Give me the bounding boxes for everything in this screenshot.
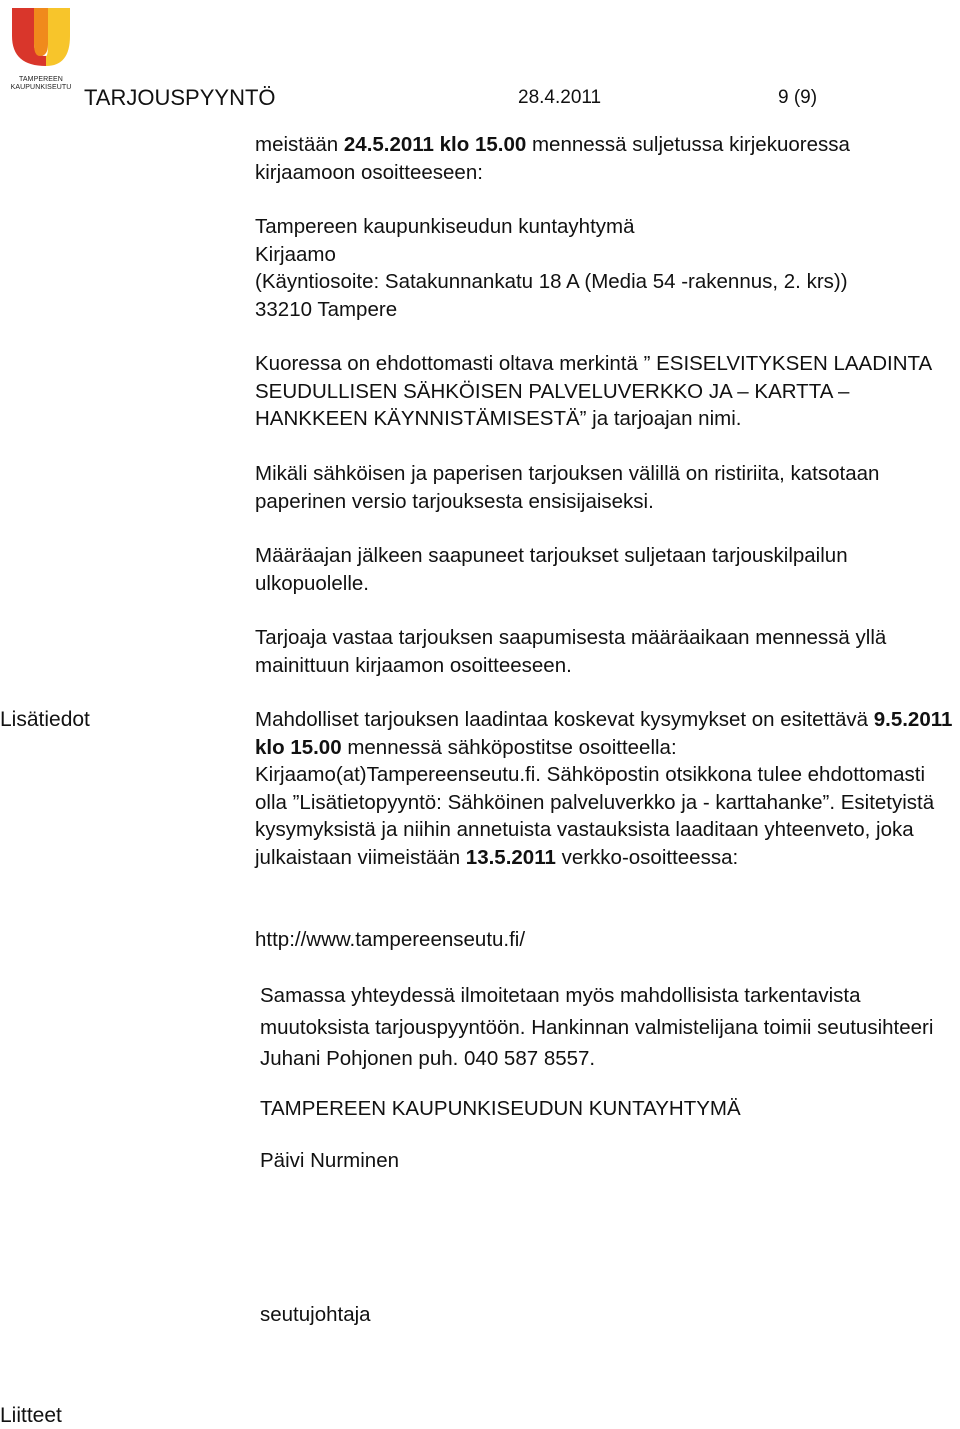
organization-signature: TAMPEREEN KAUPUNKISEUDUN KUNTAYHTYMÄ — [260, 1097, 741, 1120]
logo-text-line2: KAUPUNKISEUTU — [10, 84, 72, 91]
intro-deadline: 24.5.2011 klo 15.00 — [343, 133, 527, 156]
logo-text-line1: TAMPEREEN — [19, 76, 63, 83]
changes-paragraph: Samassa yhteydessä ilmoitetaan myös mahdollisista tarkentavista muutoksista tarjouspyyntöön. Hankinnan valmistelijana toimii seutusihteeri Juhani Pohjonen puh. 040 587 8557. — [260, 984, 934, 1070]
attachments-label: Liitteet — [0, 1404, 62, 1427]
intro-text-a: meistään — [255, 133, 344, 156]
document-date: 28.4.2011 — [518, 87, 602, 108]
address-line2: Kirjaamo — [255, 242, 336, 266]
document-title: TARJOUSPYYNTÖ — [84, 85, 276, 110]
responsibility-paragraph: Tarjoaja vastaa tarjouksen saapumisesta määräaikaan mennessä yllä mainittuun kirjaamon osoitteeseen. — [255, 626, 887, 677]
address-line3: (Käyntiosoite: Satakunnankatu 18 A (Media 54 -rakennus, 2. krs)) — [255, 270, 848, 293]
lisatiedot-date1: 9.5.2011 klo 15.00 — [255, 708, 953, 759]
address-line4: 33210 Tampere — [255, 297, 398, 321]
envelope-marking-paragraph: Kuoressa on ehdottomasti oltava merkintä ” ESISELVITYKSEN LAADINTA SEUDULLISEN SÄHKÖISEN PALVELUVERKKO JA – KARTTA – HANKKEEN KÄYNNISTÄMISESTÄ” ja tarjoajan nimi. — [255, 352, 932, 430]
page-number: 9 (9) — [778, 87, 818, 108]
intro-paragraph — [255, 131, 955, 186]
lisatiedot-paragraph — [255, 706, 955, 871]
lisatiedot-text-a: Mahdolliset tarjouksen laadintaa koskevat kysymykset on esitettävä — [255, 708, 874, 731]
website-url: http://www.tampereenseutu.fi/ — [255, 928, 526, 951]
organization-logo — [6, 6, 76, 94]
lisatiedot-label: Lisätiedot — [0, 708, 90, 731]
intro-text-b: mennessä suljetussa kirjekuoressa kirjaamoon osoitteeseen: — [255, 133, 850, 184]
address-block — [255, 213, 955, 323]
logo-emblem-icon — [10, 6, 72, 68]
lisatiedot-text-b: mennessä sähköpostitse osoitteella: Kirjaamo(at)Tampereenseutu.fi. Sähköpostin otsikkona tulee ehdottomasti olla ”Lisätietopyyntö: Sähköinen palveluverkko ja - karttahanke”. Esitetyistä kysymyksistä ja niihin annetuista vastauksista laaditaan yhteenveto, joka julkaistaan viimeistään — [255, 735, 935, 869]
late-offers-paragraph: Määräajan jälkeen saapuneet tarjoukset suljetaan tarjouskilpailun ulkopuolelle. — [255, 544, 848, 595]
lisatiedot-text-c: verkko-osoitteessa: — [555, 845, 739, 869]
signer-name: Päivi Nurminen — [260, 1149, 399, 1172]
signer-title: seutujohtaja — [260, 1303, 371, 1326]
lisatiedot-date2: 13.5.2011 — [465, 845, 556, 869]
conflict-paragraph: Mikäli sähköisen ja paperisen tarjouksen välillä on ristiriita, katsotaan paperinen versio tarjouksesta ensisijaiseksi. — [255, 462, 880, 513]
address-line1: Tampereen kaupunkiseudun kuntayhtymä — [255, 215, 635, 238]
